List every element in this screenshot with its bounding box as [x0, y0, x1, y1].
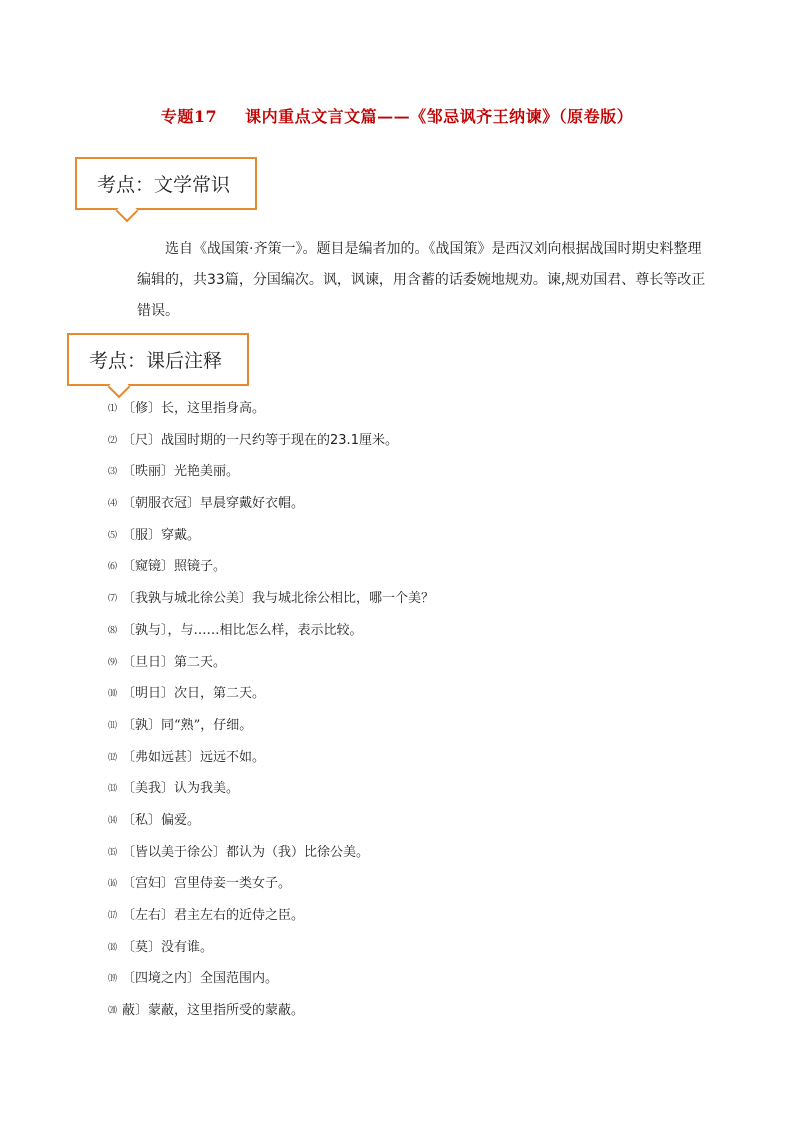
document-title	[0, 104, 794, 127]
note-item	[108, 742, 434, 774]
note-item	[108, 456, 434, 488]
note-number: ⒁	[108, 815, 118, 826]
note-item	[108, 647, 434, 679]
note-definition: 早晨穿戴好衣帽。	[200, 496, 305, 512]
note-definition: 蒙蔽，这里指所受的蒙蔽。	[148, 1003, 305, 1019]
title-topic-number: 专题17	[160, 107, 218, 126]
note-definition: 长，这里指身高。	[161, 401, 266, 416]
note-definition: 次日，第二天。	[174, 686, 266, 702]
note-term: 〔朝服衣冠〕	[122, 496, 201, 512]
note-definition: 照镜子。	[174, 559, 227, 575]
note-definition: 第二天。	[174, 654, 227, 670]
note-term: 〔莫〕	[122, 939, 162, 955]
note-term: 蔽〕	[122, 1003, 149, 1019]
note-number: ⑽	[108, 689, 118, 700]
note-definition: 全国范围内。	[200, 971, 279, 987]
note-term: 〔皆以美于徐公〕	[122, 844, 227, 860]
note-definition: 战国时期的一尺约等于现在的23.1厘米。	[161, 432, 398, 448]
note-item	[108, 551, 434, 583]
section-label-notes: 考点：课后注释	[67, 333, 249, 386]
note-number: ⒇	[108, 1006, 118, 1017]
note-number: ⑵	[108, 435, 118, 446]
note-term: 〔修〕	[122, 401, 162, 416]
note-definition: 都认为（我）比徐公美。	[226, 844, 370, 860]
note-term: 〔弗如远甚〕	[122, 749, 201, 765]
note-definition: 认为我美。	[174, 781, 240, 797]
note-term: 〔私〕	[122, 812, 162, 828]
note-definition: 偏爱。	[161, 812, 201, 828]
note-item	[108, 488, 434, 520]
note-term: 〔左右〕	[122, 908, 175, 923]
note-number: ⑾	[108, 720, 118, 731]
note-number: ⑼	[108, 657, 118, 668]
note-definition: 没有谁。	[161, 939, 214, 955]
note-number: ⒄	[108, 911, 118, 921]
note-item	[108, 900, 434, 932]
note-definition: 我与城北徐公相比，哪一个美？	[252, 591, 435, 607]
note-number: ⒆	[108, 974, 118, 985]
note-number: ⑷	[108, 499, 118, 510]
note-term: 〔昳丽〕	[122, 464, 175, 480]
note-term: 〔窥镜〕	[122, 559, 175, 575]
note-definition: 宫里侍妾一类女子。	[174, 876, 292, 892]
note-number: ⒅	[108, 942, 118, 953]
note-number: ⑺	[108, 594, 118, 605]
note-definition: 光艳美丽。	[174, 464, 240, 480]
note-item	[108, 583, 434, 615]
note-definition: 穿戴。	[161, 527, 201, 543]
note-item	[108, 805, 434, 837]
note-item	[108, 963, 434, 995]
note-item	[108, 393, 434, 425]
note-number: ⑹	[108, 562, 118, 573]
note-term: 〔宫妇〕	[122, 876, 175, 892]
note-item	[108, 773, 434, 805]
note-item	[108, 868, 434, 900]
note-number: ⑶	[108, 467, 118, 478]
note-term: 〔明日〕	[122, 686, 175, 702]
note-number: ⑴	[108, 404, 118, 414]
note-number: ⒂	[108, 847, 118, 858]
note-item	[108, 520, 434, 552]
note-number: ⒃	[108, 879, 118, 890]
note-term: 〔孰〕	[122, 717, 162, 733]
literature-paragraph: 选自《战国策·齐策一》。题目是编者加的。《战国策》是西汉刘向根据战国时期史料整理编辑的，共33篇，分国编次。讽，讽谏，用含蓄的话委婉地规劝。谏,规劝国君、尊长等改正错误。	[137, 241, 706, 319]
note-term: 〔旦日〕	[122, 654, 175, 670]
section-label-literature: 考点：文学常识	[75, 157, 257, 210]
note-definition: 远远不如。	[200, 749, 266, 765]
notes-list	[108, 393, 434, 1027]
note-item	[108, 615, 434, 647]
note-item	[108, 932, 434, 964]
note-number: ⒀	[108, 784, 118, 795]
note-item	[108, 710, 434, 742]
note-number: ⑻	[108, 625, 118, 636]
note-term: 〔服〕	[122, 527, 162, 543]
note-item	[108, 995, 434, 1027]
note-item	[108, 678, 434, 710]
note-number: ⑿	[108, 752, 118, 763]
note-definition: 君主左右的近侍之臣。	[174, 908, 305, 923]
note-definition: 同“熟”，仔细。	[161, 717, 253, 733]
title-text: 课内重点文言文篇——《邹忌讽齐王纳谏》（原卷版）	[245, 107, 634, 126]
note-term: 〔孰与〕	[122, 622, 168, 638]
note-term: 〔尺〕	[122, 432, 162, 448]
note-term: 〔我孰与城北徐公美〕	[122, 591, 253, 607]
note-term: 〔四境之内〕	[122, 971, 201, 987]
note-number: ⑸	[108, 530, 118, 541]
note-item	[108, 837, 434, 869]
note-definition: ，与……相比怎么样，表示比较。	[167, 622, 363, 638]
note-term: 〔美我〕	[122, 781, 175, 797]
note-item	[108, 425, 434, 457]
